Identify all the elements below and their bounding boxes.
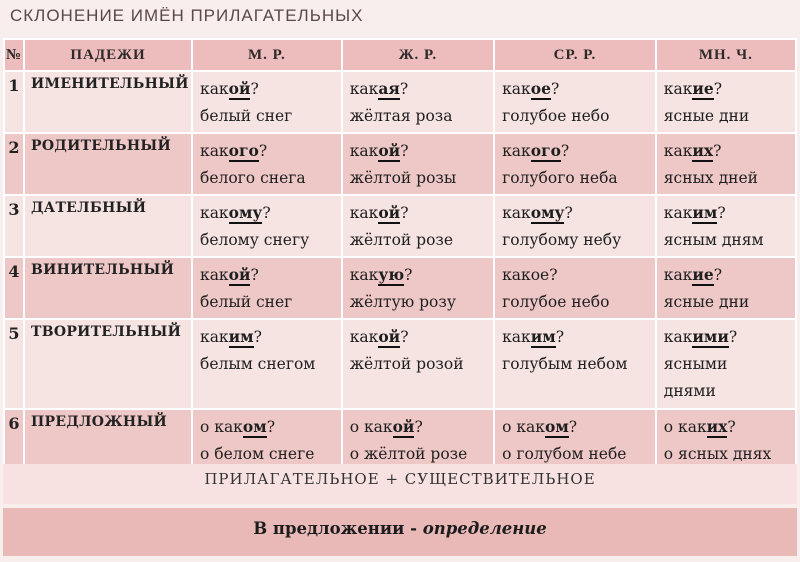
cell-masculine (192, 195, 342, 257)
example-phrase: о белом снеге (200, 445, 315, 463)
cell-feminine (342, 319, 494, 409)
table-row (4, 195, 796, 257)
cell-masculine (192, 71, 342, 133)
question-mark: ? (258, 142, 268, 160)
question-mark: ? (400, 328, 409, 346)
question-stem: как (502, 142, 531, 160)
question-stem: о как (200, 418, 243, 436)
table-row (4, 71, 796, 133)
cell-feminine (342, 195, 494, 257)
case-name: ТВОРИТЕЛЬНЫЙ (24, 319, 192, 409)
header-neuter: СР. Р. (494, 39, 656, 71)
question-stem: как (200, 80, 229, 98)
question-mark: ? (399, 80, 409, 98)
example-phrase: голубое небо (502, 107, 610, 125)
cell-masculine (192, 257, 342, 319)
question-stem: о как (349, 418, 393, 436)
question-mark: ? (564, 204, 573, 222)
question-mark: ? (727, 418, 736, 436)
question-word (200, 413, 341, 441)
cell-neuter (494, 409, 656, 471)
question-word (200, 199, 341, 227)
example-phrase: ясным дням (663, 231, 764, 249)
question-mark: ? (555, 328, 565, 346)
table-row (4, 409, 796, 471)
example-phrase: голубому небу (502, 231, 622, 249)
question-stem: как (349, 266, 379, 284)
question-mark: ? (266, 418, 275, 436)
example-phrase: жёлтой розе (349, 231, 454, 249)
header-feminine: Ж. Р. (342, 39, 494, 71)
question-stem: как (200, 142, 229, 160)
example-phrase: ясными (663, 355, 728, 373)
question-word (502, 413, 655, 441)
question-word (200, 261, 341, 289)
question-stem: как (663, 266, 693, 284)
question-mark: ? (250, 80, 259, 98)
example-phrase: голубым небом (502, 355, 628, 373)
question-ending: ого (228, 141, 259, 160)
question-mark: ? (713, 80, 723, 98)
row-number: 1 (4, 71, 24, 133)
definition-prefix: В предложении (253, 519, 405, 538)
cell-masculine (192, 133, 342, 195)
cell-masculine (192, 409, 342, 471)
question-ending: ой (378, 203, 401, 222)
question-mark: ? (400, 204, 409, 222)
question-mark: ? (560, 142, 570, 160)
cell-neuter (494, 133, 656, 195)
question-word (664, 413, 795, 441)
example-phrase: о голубом небе (502, 445, 627, 463)
question-stem: о как (663, 418, 707, 436)
question-stem: как (502, 328, 531, 346)
question-ending: ом (544, 417, 569, 436)
cell-feminine (342, 257, 494, 319)
question-ending: им (228, 327, 254, 346)
question-ending: ой (228, 79, 251, 98)
question-word (502, 137, 655, 165)
example-phrase: белого снега (200, 169, 306, 187)
row-number: 3 (4, 195, 24, 257)
question-mark: ? (550, 80, 560, 98)
header-plural: МН. Ч. (656, 39, 796, 71)
definition-text: определение (422, 519, 547, 538)
cell-neuter (494, 319, 656, 409)
question-mark: ? (568, 418, 578, 436)
case-name: ВИНИТЕЛЬНЫЙ (24, 257, 192, 319)
table-row (4, 319, 796, 409)
question-stem: как (663, 142, 693, 160)
question-mark: ? (414, 418, 423, 436)
question-ending: ой (378, 141, 401, 160)
cell-plural (656, 409, 796, 471)
table-row (4, 257, 796, 319)
case-name: ИМЕНИТЕЛЬНЫЙ (24, 71, 192, 133)
cell-neuter (494, 195, 656, 257)
question-word (350, 137, 493, 165)
question-ending: их (692, 141, 714, 160)
row-number: 2 (4, 133, 24, 195)
question-word (350, 323, 493, 351)
cell-neuter (494, 257, 656, 319)
cell-masculine (192, 319, 342, 409)
question-mark: ? (713, 142, 722, 160)
definition-dash: - (404, 519, 417, 538)
question-stem: как (502, 80, 531, 98)
case-name: РОДИТЕЛЬНЫЙ (24, 133, 192, 195)
cell-feminine (342, 71, 494, 133)
question-ending: им (692, 203, 718, 222)
example-phrase: белым снегом (200, 355, 316, 373)
question-stem: как (200, 266, 229, 284)
cell-feminine (342, 409, 494, 471)
question-stem: как (200, 204, 229, 222)
question-word (664, 199, 795, 227)
question-stem: как (663, 204, 693, 222)
cell-neuter (494, 71, 656, 133)
example-phrase: белому снегу (200, 231, 310, 249)
cell-feminine (342, 133, 494, 195)
example-phrase: о жёлтой розе (349, 445, 468, 463)
question-word (502, 323, 655, 351)
question-ending: их (706, 417, 728, 436)
example-phrase: голубого неба (502, 169, 618, 187)
question-word (664, 323, 795, 351)
example-phrase: о ясных днях (663, 445, 772, 463)
question-ending: ими (692, 327, 729, 346)
example-phrase: белый снег (200, 107, 293, 125)
example-phrase: жёлтой розы (349, 169, 457, 187)
example-phrase: жёлтая роза (349, 107, 453, 125)
question-mark: ? (400, 142, 409, 160)
case-name: ДАТЕЛБНЫЙ (24, 195, 192, 257)
example-phrase: днями (663, 382, 716, 400)
question-stem: как (200, 328, 229, 346)
row-number: 4 (4, 257, 24, 319)
example-phrase: ясные дни (663, 293, 750, 311)
example-phrase: ясные дни (663, 107, 750, 125)
question-stem: как (349, 328, 379, 346)
question-mark: ? (404, 266, 413, 284)
table-body (4, 71, 796, 471)
question-mark: ? (713, 266, 723, 284)
question-ending: ой (378, 327, 401, 346)
cell-plural (656, 71, 796, 133)
question-stem: о как (502, 418, 545, 436)
question-word (200, 323, 341, 351)
question-word (200, 137, 341, 165)
cell-plural (656, 319, 796, 409)
question-word (664, 137, 795, 165)
question-mark: ? (262, 204, 271, 222)
header-case: ПАДЕЖИ (24, 39, 192, 71)
case-name: ПРЕДЛОЖНЫЙ (24, 409, 192, 471)
question-stem: как (349, 80, 379, 98)
cell-plural (656, 257, 796, 319)
question-word (350, 413, 493, 441)
question-mark: ? (728, 328, 738, 346)
example-phrase: белый снег (200, 293, 293, 311)
example-phrase: жёлтой розой (349, 355, 464, 373)
page-title: СКЛОНЕНИЕ ИМЁН ПРИЛАГАТЕЛЬНЫХ (10, 6, 364, 25)
table-header-row (4, 39, 796, 71)
question-stem: как (502, 204, 531, 222)
row-number: 6 (4, 409, 24, 471)
question-ending: ому (228, 203, 263, 222)
question-ending: ой (392, 417, 415, 436)
question-ending: ое (530, 79, 551, 98)
question-word (502, 75, 655, 103)
question-mark: ? (717, 204, 726, 222)
row-number: 5 (4, 319, 24, 409)
question-ending: ому (530, 203, 565, 222)
question-word (502, 261, 655, 289)
example-phrase: жёлтую розу (349, 293, 456, 311)
definition-banner (3, 508, 797, 556)
question-ending: ие (692, 265, 714, 284)
declension-table (3, 38, 797, 472)
example-phrase: ясных дней (663, 169, 758, 187)
question-stem: как (663, 80, 693, 98)
question-mark: ? (253, 328, 262, 346)
formula-banner: ПРИЛАГАТЕЛЬНОЕ + СУЩЕСТВИТЕЛЬНОЕ (3, 464, 797, 504)
question-stem: как (349, 204, 379, 222)
question-ending: ой (228, 265, 251, 284)
question-word (664, 261, 795, 289)
table-row (4, 133, 796, 195)
question-ending: ие (692, 79, 714, 98)
question-ending: ого (530, 141, 561, 160)
question-ending: им (530, 327, 556, 346)
question-mark: ? (250, 266, 259, 284)
question-word (350, 261, 493, 289)
question-stem: какое? (502, 266, 558, 284)
question-word (350, 75, 493, 103)
question-word (664, 75, 795, 103)
question-stem: как (349, 142, 379, 160)
question-ending: ая (378, 79, 400, 98)
header-num: № (4, 39, 24, 71)
question-word (350, 199, 493, 227)
question-stem: как (663, 328, 693, 346)
question-word (502, 199, 655, 227)
question-ending: ую (378, 265, 405, 284)
cell-plural (656, 133, 796, 195)
question-word (200, 75, 341, 103)
cell-plural (656, 195, 796, 257)
question-ending: ом (242, 417, 267, 436)
example-phrase: голубое небо (502, 293, 610, 311)
header-masculine: М. Р. (192, 39, 342, 71)
